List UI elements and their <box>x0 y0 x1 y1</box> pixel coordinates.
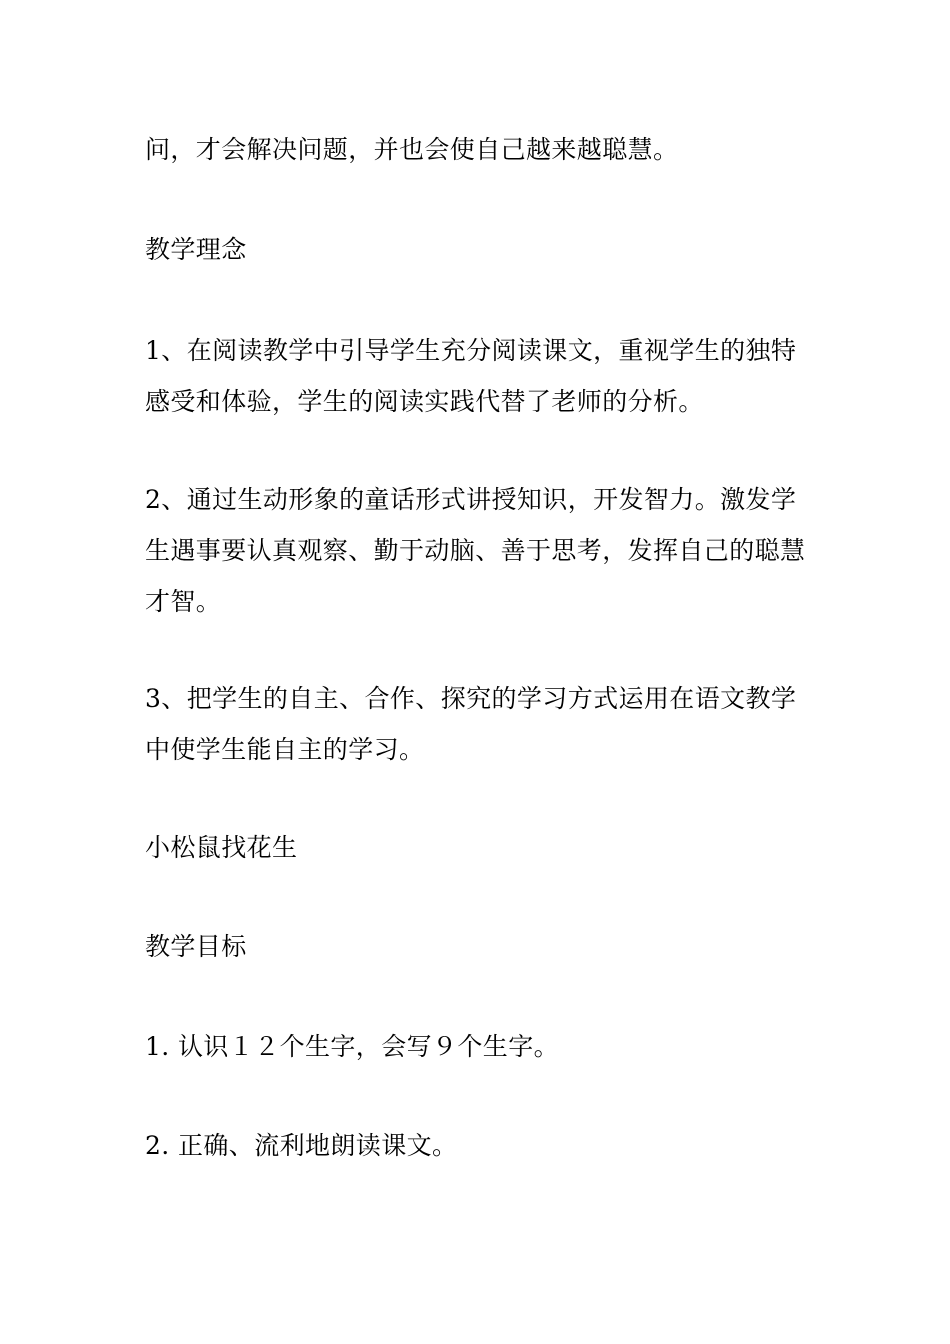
heading-teaching-objectives: 教学目标 <box>145 932 247 961</box>
heading-teaching-philosophy: 教学理念 <box>145 235 247 264</box>
paragraph-philosophy-1: 1、在阅读教学中引导学生充分阅读课文，重视学生的独特感受和体验，学生的阅读实践代替了老师的分析。 <box>145 336 797 416</box>
paragraph-continuation: 问，才会解决问题，并也会使自己越来越聪慧。 <box>145 135 679 164</box>
paragraph-philosophy-3: 3、把学生的自主、合作、探究的学习方式运用在语文教学中使学生能自主的学习。 <box>145 684 797 764</box>
heading-lesson-title: 小松鼠找花生 <box>145 833 298 862</box>
paragraph-philosophy-2: 2、通过生动形象的童话形式讲授知识，开发智力。激发学生遇事要认真观察、勤于动脑、善于思考，发挥自己的聪慧才智。 <box>145 485 806 616</box>
paragraph-objective-1: 1. 认识１２个生字，会写９个生字。 <box>145 1032 560 1061</box>
paragraph-objective-2: 2. 正确、流利地朗读课文。 <box>145 1131 458 1160</box>
